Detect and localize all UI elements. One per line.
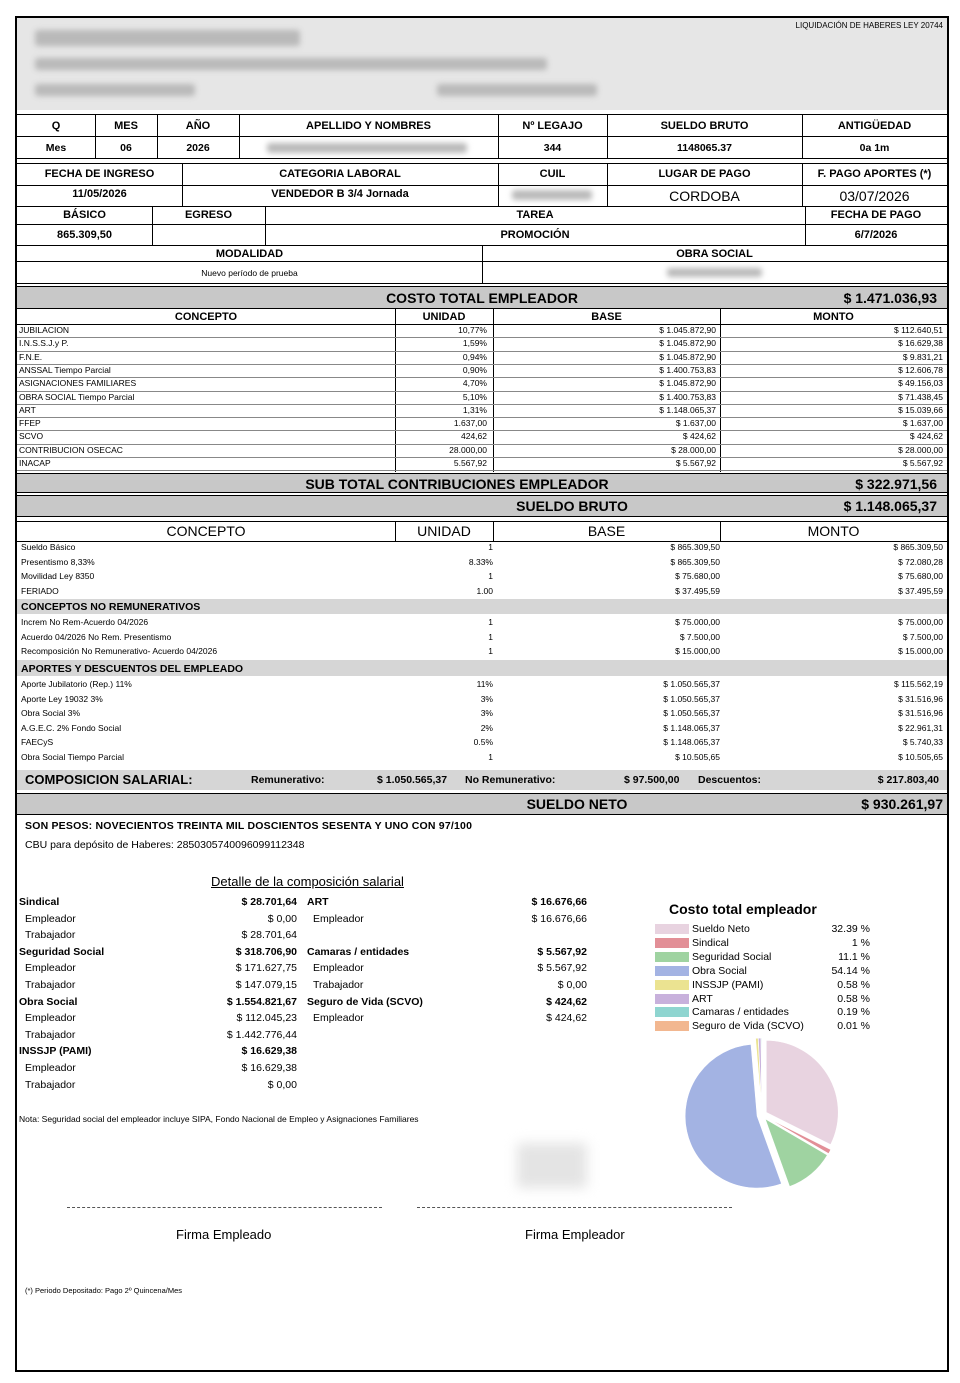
legend-value: 0.19 % — [837, 1006, 870, 1019]
emp-header-monto: MONTO — [813, 311, 854, 323]
payslip — [15, 16, 949, 1372]
concept-name: Recomposición No Remunerativo- Acuerdo 04/2026 — [21, 646, 218, 656]
composicion-title: COMPOSICION SALARIAL: — [25, 772, 193, 787]
detail-label: Empleador — [25, 962, 76, 975]
concept-amount: $ 75.000,00 — [898, 617, 943, 627]
rem-label: Remunerativo: — [251, 774, 325, 786]
legend-label: INSSJP (PAMI) — [692, 978, 764, 991]
chart-title: Costo total empleador — [669, 901, 817, 917]
detail-value: $ 16.629,38 — [241, 1062, 297, 1074]
subtotal-value: $ 322.971,56 — [855, 476, 937, 492]
detail-value: $ 1.554.821,67 — [226, 995, 297, 1008]
detail-label: ART — [307, 896, 329, 908]
emp-header-concepto: CONCEPTO — [174, 311, 238, 323]
contribution-concept: ASIGNACIONES FAMILIARES — [19, 378, 137, 389]
concept-base: $ 75.000,00 — [675, 617, 720, 627]
concept-unit: 1 — [488, 617, 493, 627]
legend-swatch — [655, 994, 689, 1004]
emp-header-base: BASE — [591, 311, 622, 323]
header-categoria: CATEGORIA LABORAL — [279, 168, 401, 180]
fecha-ingreso-value: 11/05/2026 — [72, 188, 127, 200]
concept-name: Acuerdo 04/2026 No Rem. Presentismo — [21, 631, 172, 642]
ee-header-concepto: CONCEPTO — [166, 523, 246, 539]
legend-value: 54.14 % — [831, 964, 870, 977]
contribution-concept: OBRA SOCIAL Tiempo Parcial — [19, 391, 135, 402]
legend-label: Camaras / entidades — [692, 1006, 789, 1019]
pie-chart — [677, 1033, 847, 1193]
concept-name: FERIADO — [21, 585, 59, 596]
anio-value: 2026 — [186, 142, 210, 154]
neto-label: SUELDO NETO — [526, 796, 628, 812]
concept-base: $ 75.680,00 — [675, 571, 720, 581]
legend-label: Sindical — [692, 936, 729, 949]
legend-label: Obra Social — [692, 964, 747, 977]
contribution-base: $ 424,62 — [682, 431, 716, 442]
ee-header-unidad: UNIDAD — [417, 523, 471, 539]
no-rem-title: CONCEPTOS NO REMUNERATIVOS — [21, 601, 201, 613]
basico-value: 865.309,50 — [56, 229, 113, 241]
firma-empleado-label: Firma Empleado — [176, 1227, 272, 1242]
header-q: Q — [51, 120, 61, 132]
company-header — [17, 18, 947, 110]
legend-label: Sueldo Neto — [692, 923, 750, 935]
concept-name: Increm No Rem-Acuerdo 04/2026 — [21, 617, 149, 627]
detail-value: $ 1.442.776,44 — [226, 1028, 297, 1041]
detail-label: Empleador — [313, 1012, 364, 1025]
concept-unit: 8.33% — [468, 556, 493, 567]
detail-label: Trabajador — [313, 979, 364, 991]
legend-value: 11.1 % — [838, 950, 870, 963]
detail-value: $ 16.676,66 — [531, 896, 587, 908]
concept-unit: 1 — [488, 646, 493, 656]
contribution-base: $ 1.045.872,90 — [659, 325, 716, 335]
legend-swatch — [655, 980, 689, 990]
fecha-pago-value: 6/7/2026 — [854, 229, 898, 241]
contribution-concept: CONTRIBUCION OSECAC — [19, 444, 123, 455]
neto-value: $ 930.261,97 — [861, 796, 943, 812]
concept-base: $ 1.050.565,37 — [663, 693, 720, 704]
detail-label: Trabajador — [25, 979, 76, 991]
contribution-concept: INACAP — [19, 458, 51, 468]
sueldo-bruto-value: 1148065.37 — [677, 142, 732, 154]
concept-unit: 1 — [488, 571, 493, 581]
contribution-amount: $ 12.606,78 — [898, 364, 943, 375]
concept-amount: $ 865.309,50 — [893, 542, 943, 552]
concept-name: Obra Social Tiempo Parcial — [21, 751, 124, 762]
concept-unit: 3% — [480, 693, 493, 704]
detail-value: $ 424,62 — [546, 1012, 587, 1025]
contribution-unit: 5.567,92 — [453, 458, 487, 468]
detail-value: $ 112.045,23 — [236, 1012, 297, 1025]
contribution-amount: $ 71.438,45 — [898, 391, 943, 402]
header-cuil: CUIL — [539, 168, 566, 180]
contribution-amount: $ 5.567,92 — [902, 458, 943, 468]
contribution-unit: 10,77% — [458, 325, 487, 335]
concept-amount: $ 75.680,00 — [898, 571, 943, 581]
descuentos-value: $ 217.803,40 — [877, 774, 939, 786]
detail-label: Empleador — [25, 912, 76, 925]
legend-label: Seguridad Social — [692, 950, 772, 963]
header-obra-social: OBRA SOCIAL — [676, 248, 753, 260]
contribution-base: $ 5.567,92 — [675, 458, 716, 468]
detail-label: Seguridad Social — [19, 945, 105, 958]
header-tarea: TAREA — [516, 209, 554, 221]
detail-label: Camaras / entidades — [307, 945, 410, 958]
categoria-value: VENDEDOR B 3/4 Jornada — [271, 188, 409, 200]
detail-value: $ 0,00 — [267, 1078, 297, 1091]
contribution-unit: 5,10% — [462, 391, 487, 402]
concept-amount: $ 22.961,31 — [898, 722, 943, 733]
concept-amount: $ 31.516,96 — [898, 708, 943, 718]
mes-value: 06 — [120, 142, 132, 154]
header-anio: AÑO — [185, 120, 211, 132]
contribution-base: $ 1.400.753,83 — [659, 364, 716, 375]
concept-name: Presentismo 8,33% — [21, 556, 95, 567]
concept-unit: 1 — [488, 751, 493, 762]
detail-value: $ 28.701,64 — [241, 896, 297, 908]
detail-value: $ 171.627,75 — [235, 962, 297, 975]
detail-label: Trabajador — [25, 1028, 76, 1041]
ee-header-monto: MONTO — [807, 523, 860, 539]
firma-empleador-label: Firma Empleador — [525, 1227, 625, 1242]
contribution-unit: 0,94% — [462, 351, 487, 362]
legend-label: Seguro de Vida (SCVO) — [692, 1020, 804, 1033]
fecha-pago-aportes-value: 03/07/2026 — [839, 188, 910, 204]
rem-value: $ 1.050.565,37 — [377, 774, 448, 786]
header-fecha-ingreso: FECHA DE INGRESO — [44, 168, 155, 180]
obra-social-redacted — [667, 268, 762, 277]
detail-value: $ 16.629,38 — [241, 1045, 297, 1058]
detail-value: $ 28.701,64 — [241, 929, 297, 942]
concept-amount: $ 15.000,00 — [898, 646, 943, 656]
concept-amount: $ 31.516,96 — [898, 693, 943, 704]
header-legajo: Nº LEGAJO — [522, 120, 583, 132]
contribution-base: $ 1.637,00 — [675, 418, 716, 429]
contribution-base: $ 1.045.872,90 — [659, 351, 716, 362]
detail-label: INSSJP (PAMI) — [19, 1045, 92, 1058]
header-mes: MES — [114, 120, 138, 132]
concept-unit: 2% — [480, 722, 493, 733]
legend-value: 1 % — [851, 936, 870, 949]
concept-name: Aporte Ley 19032 3% — [21, 693, 103, 704]
concept-amount: $ 72.080,28 — [898, 556, 943, 567]
concept-unit: 3% — [480, 708, 493, 718]
legend-value: 0.58 % — [837, 992, 870, 1005]
header-modalidad: MODALIDAD — [215, 248, 284, 260]
contribution-unit: 1,59% — [462, 338, 487, 349]
header-egreso: EGRESO — [184, 209, 233, 221]
periodo-depositado: (*) Periodo Depositado: Pago 2º Quincena/Mes — [25, 1286, 182, 1295]
descuentos-label: Descuentos: — [698, 774, 762, 786]
detail-label: Empleador — [313, 962, 364, 975]
contribution-unit: 1,31% — [462, 404, 487, 415]
ee-header-base: BASE — [587, 523, 626, 539]
subtotal-label: SUB TOTAL CONTRIBUCIONES EMPLEADOR — [305, 476, 609, 492]
contribution-concept: ANSSAL Tiempo Parcial — [19, 364, 111, 375]
header-lugar-pago: LUGAR DE PAGO — [658, 168, 751, 180]
detail-label: Empleador — [313, 912, 364, 925]
header-sueldo-bruto: SUELDO BRUTO — [660, 120, 749, 132]
concept-unit: 1.00 — [476, 585, 493, 596]
detail-value: $ 5.567,92 — [537, 945, 587, 958]
contribution-concept: F.N.E. — [19, 351, 43, 362]
header-nombre: APELLIDO Y NOMBRES — [306, 120, 431, 132]
contribution-unit: 1.637,00 — [453, 418, 487, 429]
detail-label: Empleador — [25, 1012, 76, 1025]
modalidad-value: Nuevo período de prueba — [201, 268, 298, 278]
tarea-value: PROMOCIÓN — [500, 229, 570, 241]
q-value: Mes — [45, 142, 67, 154]
legend-value: 0.58 % — [837, 978, 870, 991]
company-id-redacted — [437, 84, 597, 96]
concept-unit: 11% — [476, 679, 493, 689]
contribution-amount: $ 424,62 — [909, 431, 943, 442]
contribution-amount: $ 112.640,51 — [894, 325, 943, 335]
contribution-base: $ 1.148.065,37 — [659, 404, 716, 415]
lugar-pago-value: CORDOBA — [669, 188, 740, 204]
detail-value: $ 0,00 — [557, 979, 587, 991]
concept-amount: $ 5.740,33 — [902, 737, 943, 747]
firma-empleador-line — [417, 1207, 732, 1208]
contribution-unit: 424,62 — [461, 431, 487, 442]
header-antiguedad: ANTIGÜEDAD — [837, 120, 912, 132]
concept-name: Aporte Jubilatorio (Rep.) 11% — [21, 679, 132, 689]
contribution-concept: JUBILACION — [19, 325, 70, 335]
detail-value: $ 16.676,66 — [531, 912, 587, 925]
detail-value: $ 5.567,92 — [537, 962, 587, 975]
concept-unit: 1 — [488, 631, 493, 642]
header-fecha-pago: FECHA DE PAGO — [830, 209, 922, 221]
row-divider — [17, 470, 947, 471]
concept-amount: $ 115.562,19 — [894, 679, 943, 689]
concept-base: $ 1.050.565,37 — [663, 679, 720, 689]
contribution-concept: FFEP — [19, 418, 41, 429]
concept-base: $ 1.148.065,37 — [663, 722, 720, 733]
contribution-concept: SCVO — [19, 431, 44, 442]
signature-redacted — [517, 1143, 587, 1188]
detail-value: $ 0,00 — [267, 912, 297, 925]
detail-label: Trabajador — [25, 929, 76, 942]
legend-swatch — [655, 1021, 689, 1031]
legend-swatch — [655, 966, 689, 976]
contribution-amount: $ 9.831,21 — [902, 351, 943, 362]
concept-name: FAECyS — [21, 737, 54, 747]
concept-name: Movilidad Ley 8350 — [21, 571, 95, 581]
concept-name: A.G.E.C. 2% Fondo Social — [21, 722, 122, 733]
contribution-amount: $ 28.000,00 — [898, 444, 943, 455]
detail-label: Obra Social — [19, 995, 78, 1008]
no-rem-value: $ 97.500,00 — [624, 774, 680, 786]
contribution-amount: $ 1.637,00 — [902, 418, 943, 429]
detail-value: $ 318.706,90 — [235, 945, 297, 958]
legend-value: 0.01 % — [837, 1020, 870, 1033]
concept-base: $ 1.050.565,37 — [663, 708, 720, 718]
detail-label: Sindical — [19, 896, 60, 908]
antiguedad-value: 0a 1m — [859, 142, 890, 154]
concept-base: $ 15.000,00 — [675, 646, 720, 656]
concept-base: $ 10.505,65 — [675, 751, 720, 762]
firma-empleado-line — [67, 1207, 382, 1208]
emp-header-unidad: UNIDAD — [422, 311, 466, 323]
company-address-redacted — [35, 58, 547, 70]
bruto-value: $ 1.148.065,37 — [843, 498, 937, 514]
no-rem-label: No Remunerativo: — [465, 774, 556, 786]
concept-base: $ 865.309,50 — [670, 556, 720, 567]
cuil-redacted — [512, 190, 592, 200]
bruto-label: SUELDO BRUTO — [516, 498, 628, 514]
costo-total-value: $ 1.471.036,93 — [843, 290, 937, 306]
concept-amount: $ 7.500,00 — [902, 631, 943, 642]
legend-label: ART — [692, 992, 713, 1005]
detail-label: Seguro de Vida (SCVO) — [307, 995, 423, 1008]
concept-name: Obra Social 3% — [21, 708, 81, 718]
concept-base: $ 7.500,00 — [679, 631, 720, 642]
contribution-amount: $ 15.039,66 — [898, 404, 943, 415]
contribution-amount: $ 16.629,38 — [898, 338, 943, 349]
legend-swatch — [655, 952, 689, 962]
contribution-unit: 0,90% — [462, 364, 487, 375]
contribution-unit: 28.000,00 — [449, 444, 487, 455]
contribution-base: $ 1.400.753,83 — [659, 391, 716, 402]
header-basico: BÁSICO — [63, 209, 106, 221]
detail-value: $ 424,62 — [546, 995, 587, 1008]
detail-label: Empleador — [25, 1062, 76, 1074]
concept-base: $ 1.148.065,37 — [663, 737, 720, 747]
nota: Nota: Seguridad social del empleador incluye SIPA, Fondo Nacional de Empleo y Asignaciones Familiares — [19, 1114, 419, 1124]
concept-base: $ 37.495,59 — [675, 585, 720, 596]
concept-unit: 0.5% — [473, 737, 493, 747]
company-cuit-redacted — [35, 84, 195, 96]
law-label: LIQUIDACIÓN DE HABERES LEY 20744 — [795, 21, 943, 30]
aportes-title: APORTES Y DESCUENTOS DEL EMPLEADO — [21, 663, 244, 675]
contribution-base: $ 1.045.872,90 — [659, 338, 716, 349]
contribution-concept: I.N.S.S.J.y P. — [19, 338, 69, 349]
contribution-amount: $ 49.156,03 — [898, 378, 943, 389]
employee-name-redacted — [267, 143, 467, 153]
costo-total-label: COSTO TOTAL EMPLEADOR — [386, 290, 578, 306]
concept-unit: 1 — [488, 542, 493, 552]
detail-label: Trabajador — [25, 1078, 76, 1091]
legend-swatch — [655, 938, 689, 948]
detalle-title: Detalle de la composición salarial — [211, 874, 404, 889]
contribution-unit: 4,70% — [462, 378, 487, 389]
concept-name: Sueldo Básico — [21, 542, 76, 552]
contribution-concept: ART — [19, 404, 36, 415]
legend-swatch — [655, 1007, 689, 1017]
cbu: CBU para depósito de Haberes: 2850305740096099112348 — [25, 839, 305, 851]
company-name-redacted — [35, 30, 300, 46]
contribution-base: $ 1.045.872,90 — [659, 378, 716, 389]
concept-base: $ 865.309,50 — [670, 542, 720, 552]
son-pesos: SON PESOS: NOVECIENTOS TREINTA MIL DOSCIENTOS SESENTA Y UNO CON 97/100 — [25, 820, 473, 832]
contribution-base: $ 28.000,00 — [671, 444, 716, 455]
concept-amount: $ 37.495,59 — [898, 585, 943, 596]
header-fecha-pago-aportes: F. PAGO APORTES (*) — [817, 168, 932, 180]
legajo-value: 344 — [543, 142, 562, 154]
legend-value: 32.39 % — [831, 923, 870, 935]
legend-swatch — [655, 924, 689, 934]
detail-value: $ 147.079,15 — [235, 979, 297, 991]
concept-amount: $ 10.505,65 — [898, 751, 943, 762]
